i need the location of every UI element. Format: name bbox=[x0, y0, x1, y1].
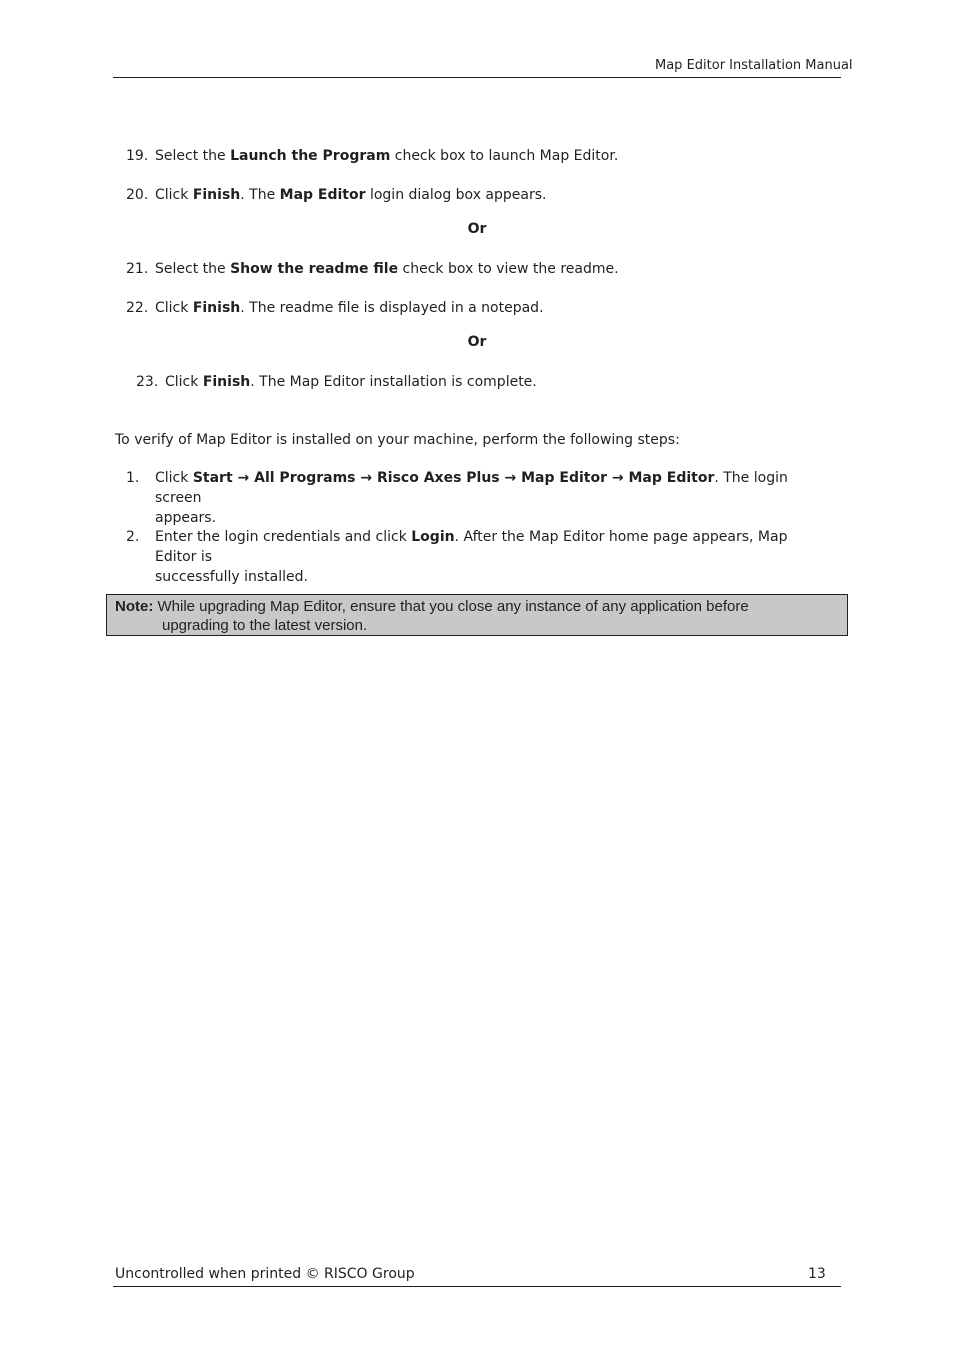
step-number: 22. bbox=[126, 300, 149, 316]
or-separator: Or bbox=[467, 221, 487, 237]
step-21 bbox=[126, 259, 826, 279]
running-header-title: Map Editor Installation Manual bbox=[655, 58, 853, 73]
note-line-2: upgrading to the latest version. bbox=[162, 617, 368, 634]
header-divider bbox=[113, 77, 841, 78]
note-box bbox=[106, 594, 848, 636]
step-number: 1. bbox=[126, 470, 140, 486]
step-text: Enter the login credentials and click Login. After the Map Editor home page appears, Map Editor is successfully installed. bbox=[155, 529, 788, 585]
step-number: 2. bbox=[126, 529, 140, 545]
step-text: Select the Show the readme file check box to view the readme. bbox=[155, 261, 619, 277]
step-20 bbox=[126, 185, 826, 205]
step-text: Click Finish. The Map Editor installation is complete. bbox=[165, 374, 537, 390]
note-label: Note: bbox=[115, 598, 154, 615]
step-19 bbox=[126, 146, 826, 166]
step-text: Click Finish. The readme file is displayed in a notepad. bbox=[155, 300, 544, 316]
step-number: 21. bbox=[126, 261, 149, 277]
footer-divider bbox=[113, 1286, 841, 1287]
step-23 bbox=[136, 372, 836, 392]
step-text: Select the Launch the Program check box to launch Map Editor. bbox=[155, 148, 619, 164]
step-text: Click Finish. The Map Editor login dialog box appears. bbox=[155, 187, 547, 203]
step-text: Click Start → All Programs → Risco Axes Plus → Map Editor → Map Editor. The login screen appears. bbox=[155, 470, 788, 526]
verify-intro: To verify of Map Editor is installed on your machine, perform the following steps: bbox=[115, 432, 680, 448]
footer-copyright: Uncontrolled when printed © RISCO Group bbox=[115, 1266, 415, 1282]
step-number: 20. bbox=[126, 187, 149, 203]
step-22 bbox=[126, 298, 826, 318]
page-number: 13 bbox=[808, 1266, 826, 1282]
step-number: 23. bbox=[136, 374, 159, 390]
or-separator: Or bbox=[467, 334, 487, 350]
verify-step-1 bbox=[126, 468, 816, 526]
step-number: 19. bbox=[126, 148, 149, 164]
note-line-1: Note: While upgrading Map Editor, ensure that you close any instance of any application before bbox=[115, 598, 749, 615]
verify-step-2 bbox=[126, 527, 816, 585]
